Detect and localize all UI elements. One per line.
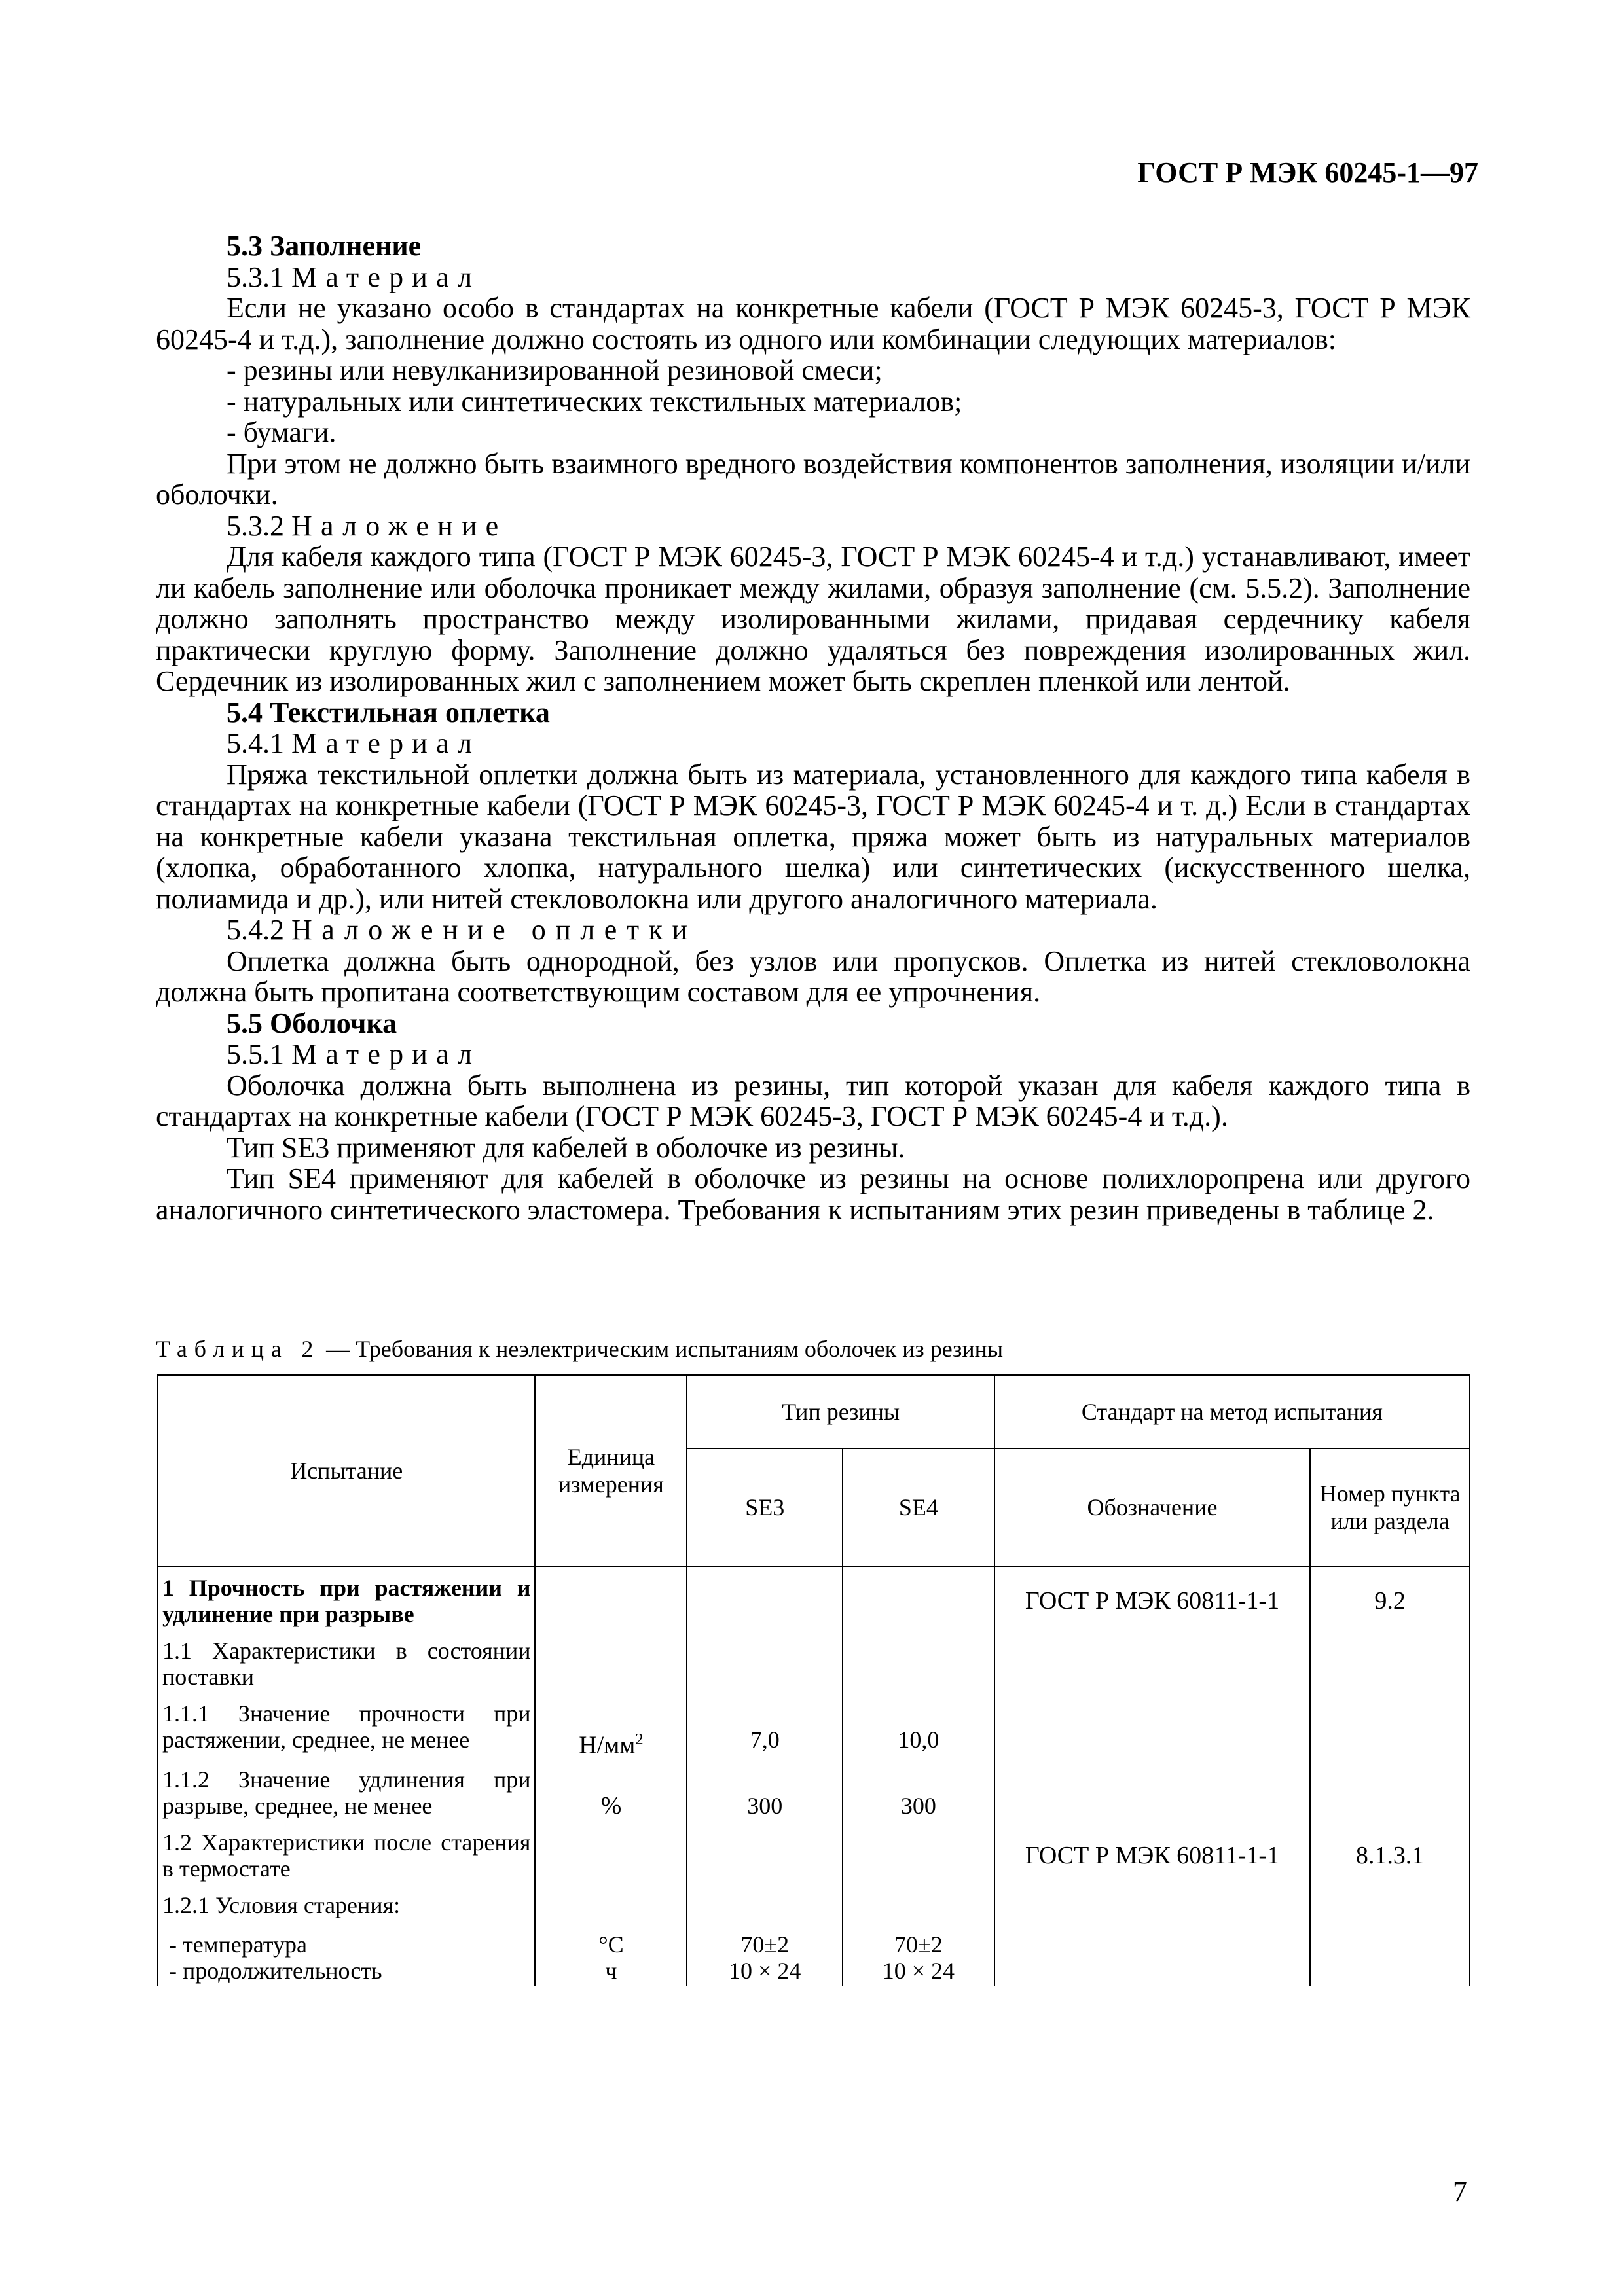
unit-cell <box>535 1566 687 1630</box>
list-item: - резины или невулканизированной резиновой смеси; <box>227 354 883 386</box>
test-cell: 1.1.2 Значение удлинения при разрыве, среднее, не менее <box>158 1759 535 1821</box>
document-header: ГОСТ Р МЭК 60245-1—97 <box>1137 156 1478 188</box>
header-rubber-type: Тип резины <box>687 1375 994 1448</box>
designation-cell: ГОСТ Р МЭК 60811-1-1 <box>994 1821 1310 1884</box>
se3-cell <box>687 1566 843 1630</box>
header-test: Испытание <box>158 1375 535 1566</box>
paragraph: Если не указано особо в стандартах на конкретные кабели (ГОСТ Р МЭК 60245-3, ГОСТ Р МЭК 60245-4 и т.д.), заполнение должно состоять из одного или комбинации следующих материалов: <box>156 292 1470 355</box>
test-cell: 1.1.1 Значение прочности при растяжении, среднее, не менее <box>158 1693 535 1759</box>
unit-cell: $Н/мм^2$ <box>535 1693 687 1759</box>
se4-cell: 300 <box>843 1759 994 1821</box>
table-row <box>158 1693 1470 1759</box>
subsection-title: 5.4.2 Наложение оплетки <box>227 914 697 946</box>
page-number: 7 <box>1453 2176 1467 2208</box>
list-item: - бумаги. <box>227 416 337 448</box>
paragraph: Пряжа текстильной оплетки должна быть из материала, установленного для каждого типа кабеля в стандартах на конкретные кабели (ГОСТ Р МЭК 60245-3, ГОСТ Р МЭК 60245-4 и т. д.) Если в стандартах на конкретные кабели указана текстильная оплетка, пряжа может быть из натуральных материалов (хлопка, обработанного хлопка, натурального шелка) или синтетических (искусственного шелка, полиамида и др.), или нитей стекловолокна или другого аналогичного материала. <box>156 758 1470 915</box>
test-cell: 1.1 Характеристики в состоянии поставки <box>158 1630 535 1693</box>
se3-cell: 7,0 <box>687 1693 843 1759</box>
designation-cell: ГОСТ Р МЭК 60811-1-1 <box>994 1566 1310 1630</box>
clause-cell: 9.2 <box>1310 1566 1470 1630</box>
subsection-title: 5.3.1 Материал <box>227 260 481 293</box>
se4-cell <box>843 1566 994 1630</box>
header-standard: Стандарт на метод испытания <box>994 1375 1470 1448</box>
subsection-title: 5.4.1 Материал <box>227 727 481 759</box>
test-cell: 1.2.1 Условия старения: <box>158 1884 535 1921</box>
subsection-title: 5.3.2 Наложение <box>227 509 507 542</box>
table-row <box>158 1884 1470 1921</box>
table-caption: Таблица 2 — Требования к неэлектрическим испытаниям оболочек из резины <box>156 1336 1004 1362</box>
header-clause: Номер пункта или раздела <box>1310 1448 1470 1566</box>
unit-cell: °С ч <box>535 1921 687 1986</box>
se3-cell: 300 <box>687 1759 843 1821</box>
table-row <box>158 1759 1470 1821</box>
test-cell: 1 Прочность при растяжении и удлинение при разрыве <box>158 1566 535 1630</box>
header-se3: SE3 <box>687 1448 843 1566</box>
clause-cell: 8.1.3.1 <box>1310 1821 1470 1884</box>
table-row <box>158 1921 1470 1986</box>
se4-cell: 10,0 <box>843 1693 994 1759</box>
requirements-table <box>157 1374 1470 2081</box>
section-heading: 5.5 Оболочка <box>227 1007 397 1039</box>
paragraph: При этом не должно быть взаимного вредного воздействия компонентов заполнения, изоляции и/или оболочки. <box>156 447 1470 511</box>
list-item: - натуральных или синтетических текстильных материалов; <box>227 385 962 418</box>
paragraph: Тип SE3 применяют для кабелей в оболочке из резины. <box>227 1131 905 1164</box>
test-cell: 1.2 Характеристики после старения в термостате <box>158 1821 535 1884</box>
table-row <box>158 1821 1470 1884</box>
header-se4: SE4 <box>843 1448 994 1566</box>
table-row <box>158 1630 1470 1693</box>
header-designation: Обозначение <box>994 1448 1310 1566</box>
section-heading: 5.3 Заполнение <box>227 230 422 262</box>
se3-cell: 70±2 10 × 24 <box>687 1921 843 1986</box>
subsection-title: 5.5.1 Материал <box>227 1038 481 1070</box>
paragraph: Оболочка должна быть выполнена из резины, тип которой указан для кабеля каждого типа в стандартах на конкретные кабели (ГОСТ Р МЭК 60245-3, ГОСТ Р МЭК 60245-4 и т.д.). <box>156 1069 1470 1132</box>
table-row <box>158 1566 1470 1630</box>
section-heading: 5.4 Текстильная оплетка <box>227 696 550 728</box>
paragraph: Тип SE4 применяют для кабелей в оболочке из резины на основе полихлоропрена или другого аналогичного синтетического эластомера. Требования к испытаниям этих резин приведены в таблице 2. <box>156 1162 1470 1226</box>
unit-cell: % <box>535 1759 687 1821</box>
test-cell: - температура - продолжительность <box>158 1921 535 1986</box>
body-text <box>156 230 1470 1225</box>
paragraph: Оплетка должна быть однородной, без узлов или пропусков. Оплетка из нитей стекловолокна должна быть пропитана соответствующим составом для ее упрочнения. <box>156 944 1470 1008</box>
se4-cell: 70±2 10 × 24 <box>843 1921 994 1986</box>
header-unit: Единица измерения <box>535 1375 687 1566</box>
paragraph: Для кабеля каждого типа (ГОСТ Р МЭК 60245-3, ГОСТ Р МЭК 60245-4 и т.д.) устанавливают, имеет ли кабель заполнение или оболочка проникает между жилами, образуя заполнение (см. 5.5.2). Заполнение должно заполнять пространство между изолированными жилами, придавая сердечнику кабеля практически круглую форму. Заполнение должно удаляться без повреждения изолированных жил. Сердечник из изолированных жил с заполнением может быть скреплен пленкой или лентой. <box>156 541 1470 697</box>
